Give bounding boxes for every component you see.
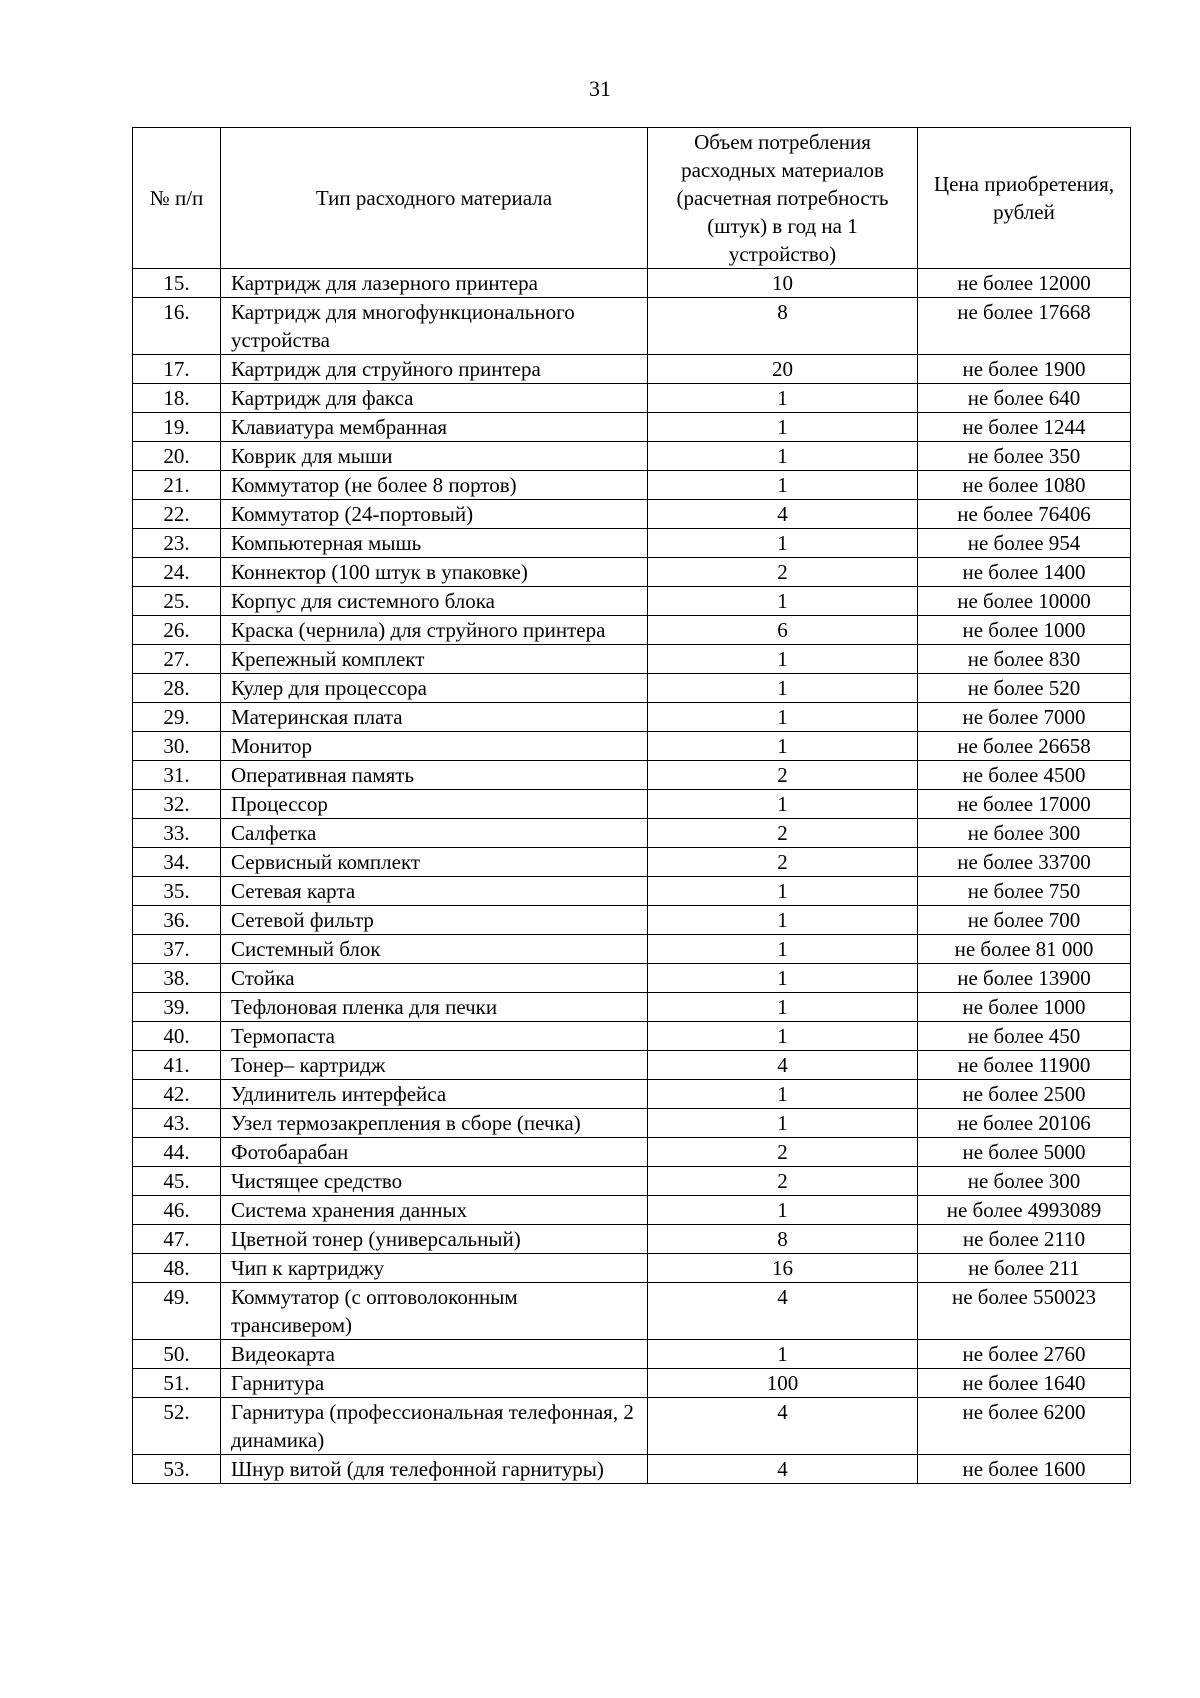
row-number: 47. [133,1225,221,1254]
item-name: Оперативная память [221,761,648,790]
row-number: 52. [133,1398,221,1455]
item-price: не более 10000 [918,587,1131,616]
item-name: Фотобарабан [221,1138,648,1167]
item-name: Гарнитура (профессиональная телефонная, 2 динамика) [221,1398,648,1455]
row-number: 42. [133,1080,221,1109]
row-number: 51. [133,1369,221,1398]
item-name: Коннектор (100 штук в упаковке) [221,558,648,587]
item-price: не более 550023 [918,1283,1131,1340]
item-quantity: 6 [648,616,918,645]
item-name: Коврик для мыши [221,442,648,471]
item-name: Сервисный комплект [221,848,648,877]
row-number: 39. [133,993,221,1022]
row-number: 24. [133,558,221,587]
table-row [133,1080,1131,1109]
item-price: не более 4500 [918,761,1131,790]
table-row [133,1138,1131,1167]
table-row [133,1455,1131,1484]
header-num: № п/п [133,128,221,269]
item-quantity: 1 [648,442,918,471]
item-quantity: 1 [648,1196,918,1225]
item-name: Монитор [221,732,648,761]
row-number: 23. [133,529,221,558]
item-price: не более 1400 [918,558,1131,587]
row-number: 20. [133,442,221,471]
item-name: Кулер для процессора [221,674,648,703]
item-name: Шнур витой (для телефонной гарнитуры) [221,1455,648,1484]
row-number: 44. [133,1138,221,1167]
item-quantity: 4 [648,1398,918,1455]
item-price: не более 11900 [918,1051,1131,1080]
row-number: 30. [133,732,221,761]
table-row [133,964,1131,993]
table-row [133,616,1131,645]
row-number: 48. [133,1254,221,1283]
item-quantity: 1 [648,790,918,819]
row-number: 27. [133,645,221,674]
item-name: Процессор [221,790,648,819]
table-row [133,819,1131,848]
item-quantity: 2 [648,558,918,587]
table-row [133,1398,1131,1455]
row-number: 21. [133,471,221,500]
item-quantity: 1 [648,1340,918,1369]
item-price: не более 211 [918,1254,1131,1283]
table-row [133,529,1131,558]
item-quantity: 4 [648,1051,918,1080]
row-number: 29. [133,703,221,732]
table-row [133,1254,1131,1283]
item-name: Системный блок [221,935,648,964]
item-name: Картридж для лазерного принтера [221,269,648,298]
row-number: 36. [133,906,221,935]
item-name: Цветной тонер (универсальный) [221,1225,648,1254]
table-row [133,500,1131,529]
item-quantity: 1 [648,529,918,558]
item-price: не более 33700 [918,848,1131,877]
item-quantity: 10 [648,269,918,298]
row-number: 22. [133,500,221,529]
table-row [133,877,1131,906]
item-name: Крепежный комплект [221,645,648,674]
row-number: 43. [133,1109,221,1138]
table-row [133,1283,1131,1340]
item-quantity: 1 [648,1080,918,1109]
table-row [133,1340,1131,1369]
item-name: Картридж для струйного принтера [221,355,648,384]
header-volume: Объем потребления расходных материалов (расчетная потребность (штук) в год на 1 устройство) [648,128,918,269]
row-number: 38. [133,964,221,993]
item-name: Материнская плата [221,703,648,732]
table-row [133,269,1131,298]
item-name: Картридж для многофункционального устройства [221,298,648,355]
item-quantity: 1 [648,935,918,964]
item-price: не более 300 [918,819,1131,848]
item-name: Сетевая карта [221,877,648,906]
item-quantity: 2 [648,1138,918,1167]
row-number: 50. [133,1340,221,1369]
item-price: не более 1000 [918,616,1131,645]
item-price: не более 350 [918,442,1131,471]
table-row [133,935,1131,964]
item-name: Салфетка [221,819,648,848]
item-name: Гарнитура [221,1369,648,1398]
item-name: Коммутатор (не более 8 портов) [221,471,648,500]
item-quantity: 8 [648,1225,918,1254]
item-quantity: 1 [648,1022,918,1051]
item-price: не более 4993089 [918,1196,1131,1225]
item-price: не более 520 [918,674,1131,703]
item-name: Чип к картриджу [221,1254,648,1283]
table-row [133,355,1131,384]
row-number: 40. [133,1022,221,1051]
item-price: не более 17000 [918,790,1131,819]
table-row [133,1109,1131,1138]
table-row [133,674,1131,703]
table-row [133,906,1131,935]
item-quantity: 100 [648,1369,918,1398]
row-number: 17. [133,355,221,384]
item-price: не более 13900 [918,964,1131,993]
item-name: Тефлоновая пленка для печки [221,993,648,1022]
item-price: не более 6200 [918,1398,1131,1455]
item-name: Клавиатура мембранная [221,413,648,442]
item-quantity: 1 [648,732,918,761]
header-price: Цена приобретения, рублей [918,128,1131,269]
item-quantity: 1 [648,413,918,442]
item-price: не более 7000 [918,703,1131,732]
table-row [133,442,1131,471]
item-quantity: 2 [648,1167,918,1196]
table-row [133,413,1131,442]
header-type: Тип расходного материала [221,128,648,269]
item-quantity: 1 [648,906,918,935]
page-number: 31 [589,76,611,101]
table-row [133,848,1131,877]
item-price: не более 830 [918,645,1131,674]
item-price: не более 1244 [918,413,1131,442]
item-price: не более 750 [918,877,1131,906]
table-body [133,269,1131,1484]
item-quantity: 8 [648,298,918,355]
item-name: Система хранения данных [221,1196,648,1225]
item-price: не более 12000 [918,269,1131,298]
row-number: 41. [133,1051,221,1080]
item-price: не более 81 000 [918,935,1131,964]
row-number: 25. [133,587,221,616]
consumables-table [132,127,1131,1484]
item-name: Сетевой фильтр [221,906,648,935]
item-price: не более 1900 [918,355,1131,384]
item-quantity: 2 [648,819,918,848]
item-quantity: 1 [648,384,918,413]
item-name: Видеокарта [221,1340,648,1369]
item-name: Чистящее средство [221,1167,648,1196]
item-quantity: 1 [648,703,918,732]
item-name: Удлинитель интерфейса [221,1080,648,1109]
item-quantity: 1 [648,645,918,674]
item-price: не более 1640 [918,1369,1131,1398]
table-row [133,558,1131,587]
table-row [133,1022,1131,1051]
item-price: не более 954 [918,529,1131,558]
item-quantity: 16 [648,1254,918,1283]
item-price: не более 5000 [918,1138,1131,1167]
row-number: 32. [133,790,221,819]
item-quantity: 20 [648,355,918,384]
row-number: 35. [133,877,221,906]
item-quantity: 4 [648,1283,918,1340]
item-name: Стойка [221,964,648,993]
table-row [133,993,1131,1022]
item-name: Узел термозакрепления в сборе (печка) [221,1109,648,1138]
table-row [133,587,1131,616]
table-row [133,790,1131,819]
row-number: 37. [133,935,221,964]
item-name: Компьютерная мышь [221,529,648,558]
item-name: Картридж для факса [221,384,648,413]
item-name: Коммутатор (с оптоволоконным трансивером) [221,1283,648,1340]
item-quantity: 4 [648,1455,918,1484]
row-number: 16. [133,298,221,355]
table-row [133,703,1131,732]
table-row [133,298,1131,355]
row-number: 18. [133,384,221,413]
item-price: не более 1080 [918,471,1131,500]
row-number: 46. [133,1196,221,1225]
item-name: Коммутатор (24-портовый) [221,500,648,529]
table-row [133,1369,1131,1398]
item-price: не более 640 [918,384,1131,413]
item-quantity: 1 [648,877,918,906]
item-price: не более 2760 [918,1340,1131,1369]
row-number: 45. [133,1167,221,1196]
item-quantity: 1 [648,993,918,1022]
item-quantity: 1 [648,1109,918,1138]
item-price: не более 1600 [918,1455,1131,1484]
item-price: не более 20106 [918,1109,1131,1138]
item-price: не более 17668 [918,298,1131,355]
item-price: не более 76406 [918,500,1131,529]
row-number: 33. [133,819,221,848]
item-price: не более 450 [918,1022,1131,1051]
row-number: 49. [133,1283,221,1340]
item-quantity: 1 [648,964,918,993]
item-quantity: 1 [648,471,918,500]
row-number: 28. [133,674,221,703]
item-quantity: 1 [648,674,918,703]
item-price: не более 2110 [918,1225,1131,1254]
row-number: 34. [133,848,221,877]
table-row [133,1051,1131,1080]
item-quantity: 1 [648,587,918,616]
row-number: 26. [133,616,221,645]
row-number: 19. [133,413,221,442]
table-row [133,384,1131,413]
item-name: Тонер– картридж [221,1051,648,1080]
table-header [133,128,1131,269]
table-row [133,645,1131,674]
item-price: не более 700 [918,906,1131,935]
item-quantity: 2 [648,761,918,790]
table-row [133,471,1131,500]
row-number: 53. [133,1455,221,1484]
table-row [133,1225,1131,1254]
item-price: не более 300 [918,1167,1131,1196]
table-row [133,732,1131,761]
table-row [133,761,1131,790]
item-quantity: 4 [648,500,918,529]
item-name: Корпус для системного блока [221,587,648,616]
item-name: Термопаста [221,1022,648,1051]
item-price: не более 1000 [918,993,1131,1022]
row-number: 15. [133,269,221,298]
table-row [133,1167,1131,1196]
item-price: не более 2500 [918,1080,1131,1109]
item-name: Краска (чернила) для струйного принтера [221,616,648,645]
item-quantity: 2 [648,848,918,877]
header-row [133,128,1131,269]
item-price: не более 26658 [918,732,1131,761]
row-number: 31. [133,761,221,790]
table-row [133,1196,1131,1225]
